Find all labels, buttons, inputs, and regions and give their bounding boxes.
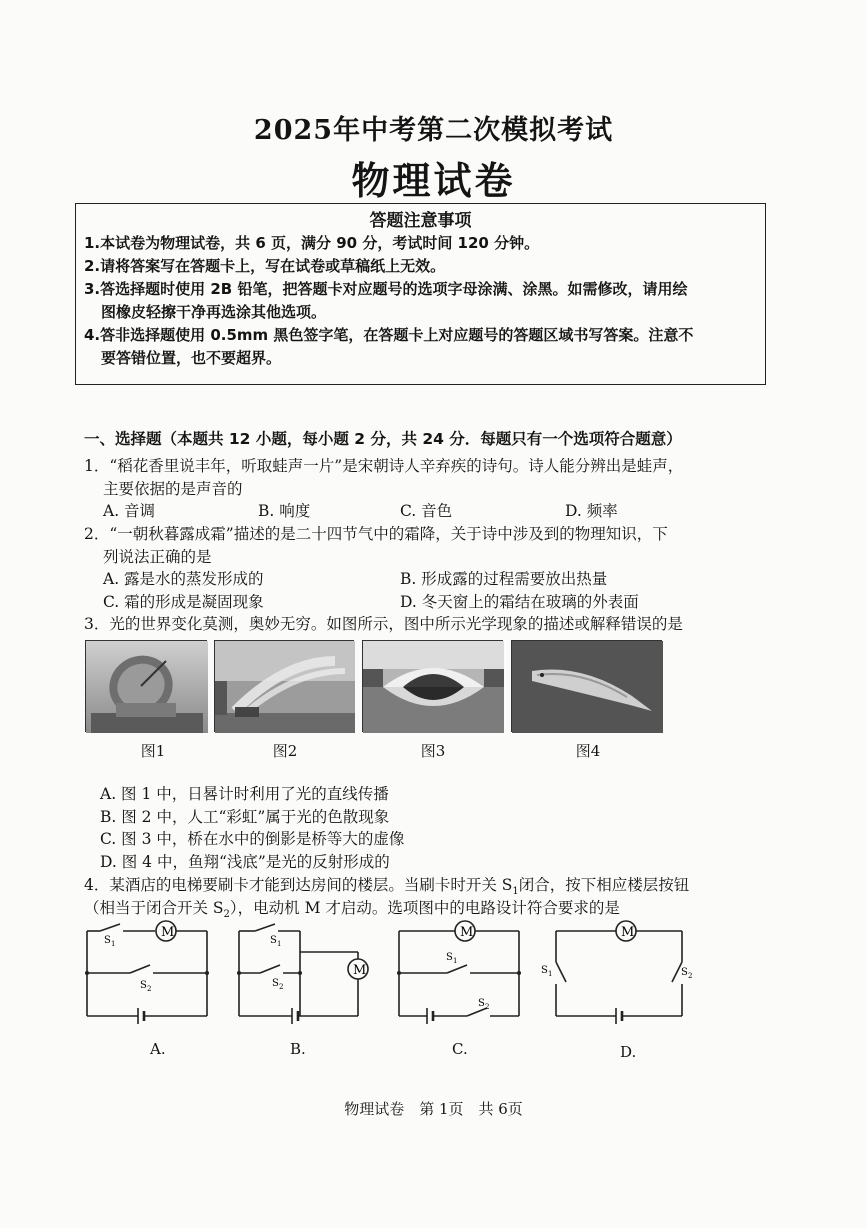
section-heading: 一、选择题（本题共 12 小题，每小题 2 分，共 24 分．每题只有一个选项符合题意）: [84, 430, 682, 448]
q3-option-a: A. 图 1 中，日晷计时利用了光的直线传播: [100, 785, 389, 803]
notice-item-4-cont: 要答错位置，也不要超界。: [101, 349, 282, 367]
circuit-b-s1-label: S: [270, 935, 277, 946]
figure-3-bridge-reflection-image: [362, 640, 503, 732]
q3-option-b: B. 图 2 中，人工“彩虹”属于光的色散现象: [100, 808, 390, 826]
q4-stem1-post: 闭合，按下相应楼层按钮: [518, 876, 690, 894]
q1-stem-line2: 主要依据的是声音的: [103, 480, 243, 498]
q4-stem1-pre: 4．某酒店的电梯要刷卡才能到达房间的楼层。当刷卡时开关 S: [84, 876, 513, 894]
q4-stem2-sub: 2: [223, 909, 230, 921]
circuit-a-s2-sub: 2: [147, 985, 152, 993]
notice-item-3: 3.答选择题时使用 2B 铅笔，把答题卡对应题号的选项字母涂满、涂黑。如需修改，请用绘: [84, 280, 688, 298]
q4-stem1-sub: 1: [512, 886, 519, 898]
q4-stem2-pre: （相当于闭合开关 S: [84, 899, 224, 917]
circuit-option-b: B.: [290, 1040, 306, 1058]
circuit-c-s1-label: S: [446, 952, 453, 963]
figure-4-fish-image: [511, 640, 662, 732]
circuit-a-s1-label: S: [104, 935, 111, 946]
q4-stem2-post: ），电动机 M 才启动。选项图中的电路设计符合要求的是: [229, 899, 620, 917]
circuit-c-motor-label: M: [460, 925, 474, 940]
notice-item-3-cont: 图橡皮轻擦干净再选涂其他选项。: [101, 303, 327, 321]
circuit-a-motor-label: M: [161, 925, 175, 940]
circuit-d-s1-sub: 1: [548, 970, 553, 978]
q2-option-b: B. 形成露的过程需要放出热量: [400, 570, 608, 588]
exam-title: 2025年中考第二次模拟考试: [253, 115, 614, 146]
circuit-b-diagram: [230, 918, 375, 1028]
circuit-a-s2-label: S: [140, 980, 147, 991]
notice-box: [75, 203, 766, 385]
exam-subject: 物理试卷: [351, 158, 516, 203]
circuit-option-d: D.: [620, 1043, 637, 1061]
figure-1-sundial-image: [85, 640, 207, 732]
circuit-option-a: A.: [150, 1040, 166, 1058]
notice-item-2: 2.请将答案写在答题卡上，写在试卷或草稿纸上无效。: [84, 257, 446, 275]
circuit-c-s2-sub: 2: [485, 1003, 490, 1011]
circuit-d-s1-label: S: [541, 965, 548, 976]
q2-stem-line1: 2．“一朝秋暮露成霜”描述的是二十四节气中的霜降，关于诗中涉及到的物理知识，下: [84, 525, 668, 543]
circuit-c-s1-sub: 1: [453, 957, 458, 965]
figure-2-rainbow-spray-image: [214, 640, 354, 732]
circuit-d-s2-label: S: [681, 967, 688, 978]
q1-option-d: D. 频率: [565, 502, 618, 520]
figure-2-caption: 图2: [272, 742, 298, 760]
q3-option-d: D. 图 4 中，鱼翔“浅底”是光的反射形成的: [100, 853, 390, 871]
q2-option-c: C. 霜的形成是凝固现象: [103, 593, 264, 611]
circuit-c-diagram: [392, 918, 527, 1028]
q3-stem: 3．光的世界变化莫测，奥妙无穷。如图所示，图中所示光学现象的描述或解释错误的是: [84, 615, 683, 633]
notice-title: 答题注意事项: [369, 211, 472, 231]
figure-4-caption: 图4: [575, 742, 601, 760]
q2-option-a: A. 露是水的蒸发形成的: [103, 570, 264, 588]
circuit-b-motor-label: M: [353, 963, 367, 978]
q2-stem-line2: 列说法正确的是: [103, 548, 212, 566]
circuit-a-s1-sub: 1: [111, 940, 116, 948]
page-footer: 物理试卷 第 1页 共 6页: [344, 1100, 523, 1118]
notice-item-1: 1.本试卷为物理试卷，共 6 页，满分 90 分，考试时间 120 分钟。: [84, 234, 540, 252]
circuit-d-s2-sub: 2: [688, 972, 693, 980]
circuit-option-c: C.: [452, 1040, 468, 1058]
circuit-d-motor-label: M: [621, 925, 635, 940]
q3-option-c: C. 图 3 中，桥在水中的倒影是桥等大的虚像: [100, 830, 405, 848]
circuit-c-s2-label: S: [478, 998, 485, 1009]
figure-3-caption: 图3: [420, 742, 446, 760]
circuit-a-diagram: [80, 918, 215, 1028]
q1-option-c: C. 音色: [400, 502, 453, 520]
q1-option-a: A. 音调: [103, 502, 156, 520]
q2-option-d: D. 冬天窗上的霜结在玻璃的外表面: [400, 593, 639, 611]
circuit-d-diagram: [540, 918, 692, 1028]
q1-option-b: B. 响度: [258, 502, 311, 520]
q1-stem-line1: 1．“稻花香里说丰年，听取蛙声一片”是宋朝诗人辛弃疾的诗句。诗人能分辨出是蛙声，: [84, 457, 684, 475]
circuit-b-s2-sub: 2: [279, 983, 284, 991]
circuit-b-s2-label: S: [272, 978, 279, 989]
circuit-b-s1-sub: 1: [277, 940, 282, 948]
figure-1-caption: 图1: [140, 742, 166, 760]
notice-item-4: 4.答非选择题使用 0.5mm 黑色签字笔，在答题卡上对应题号的答题区域书写答案。注意不: [84, 326, 694, 344]
